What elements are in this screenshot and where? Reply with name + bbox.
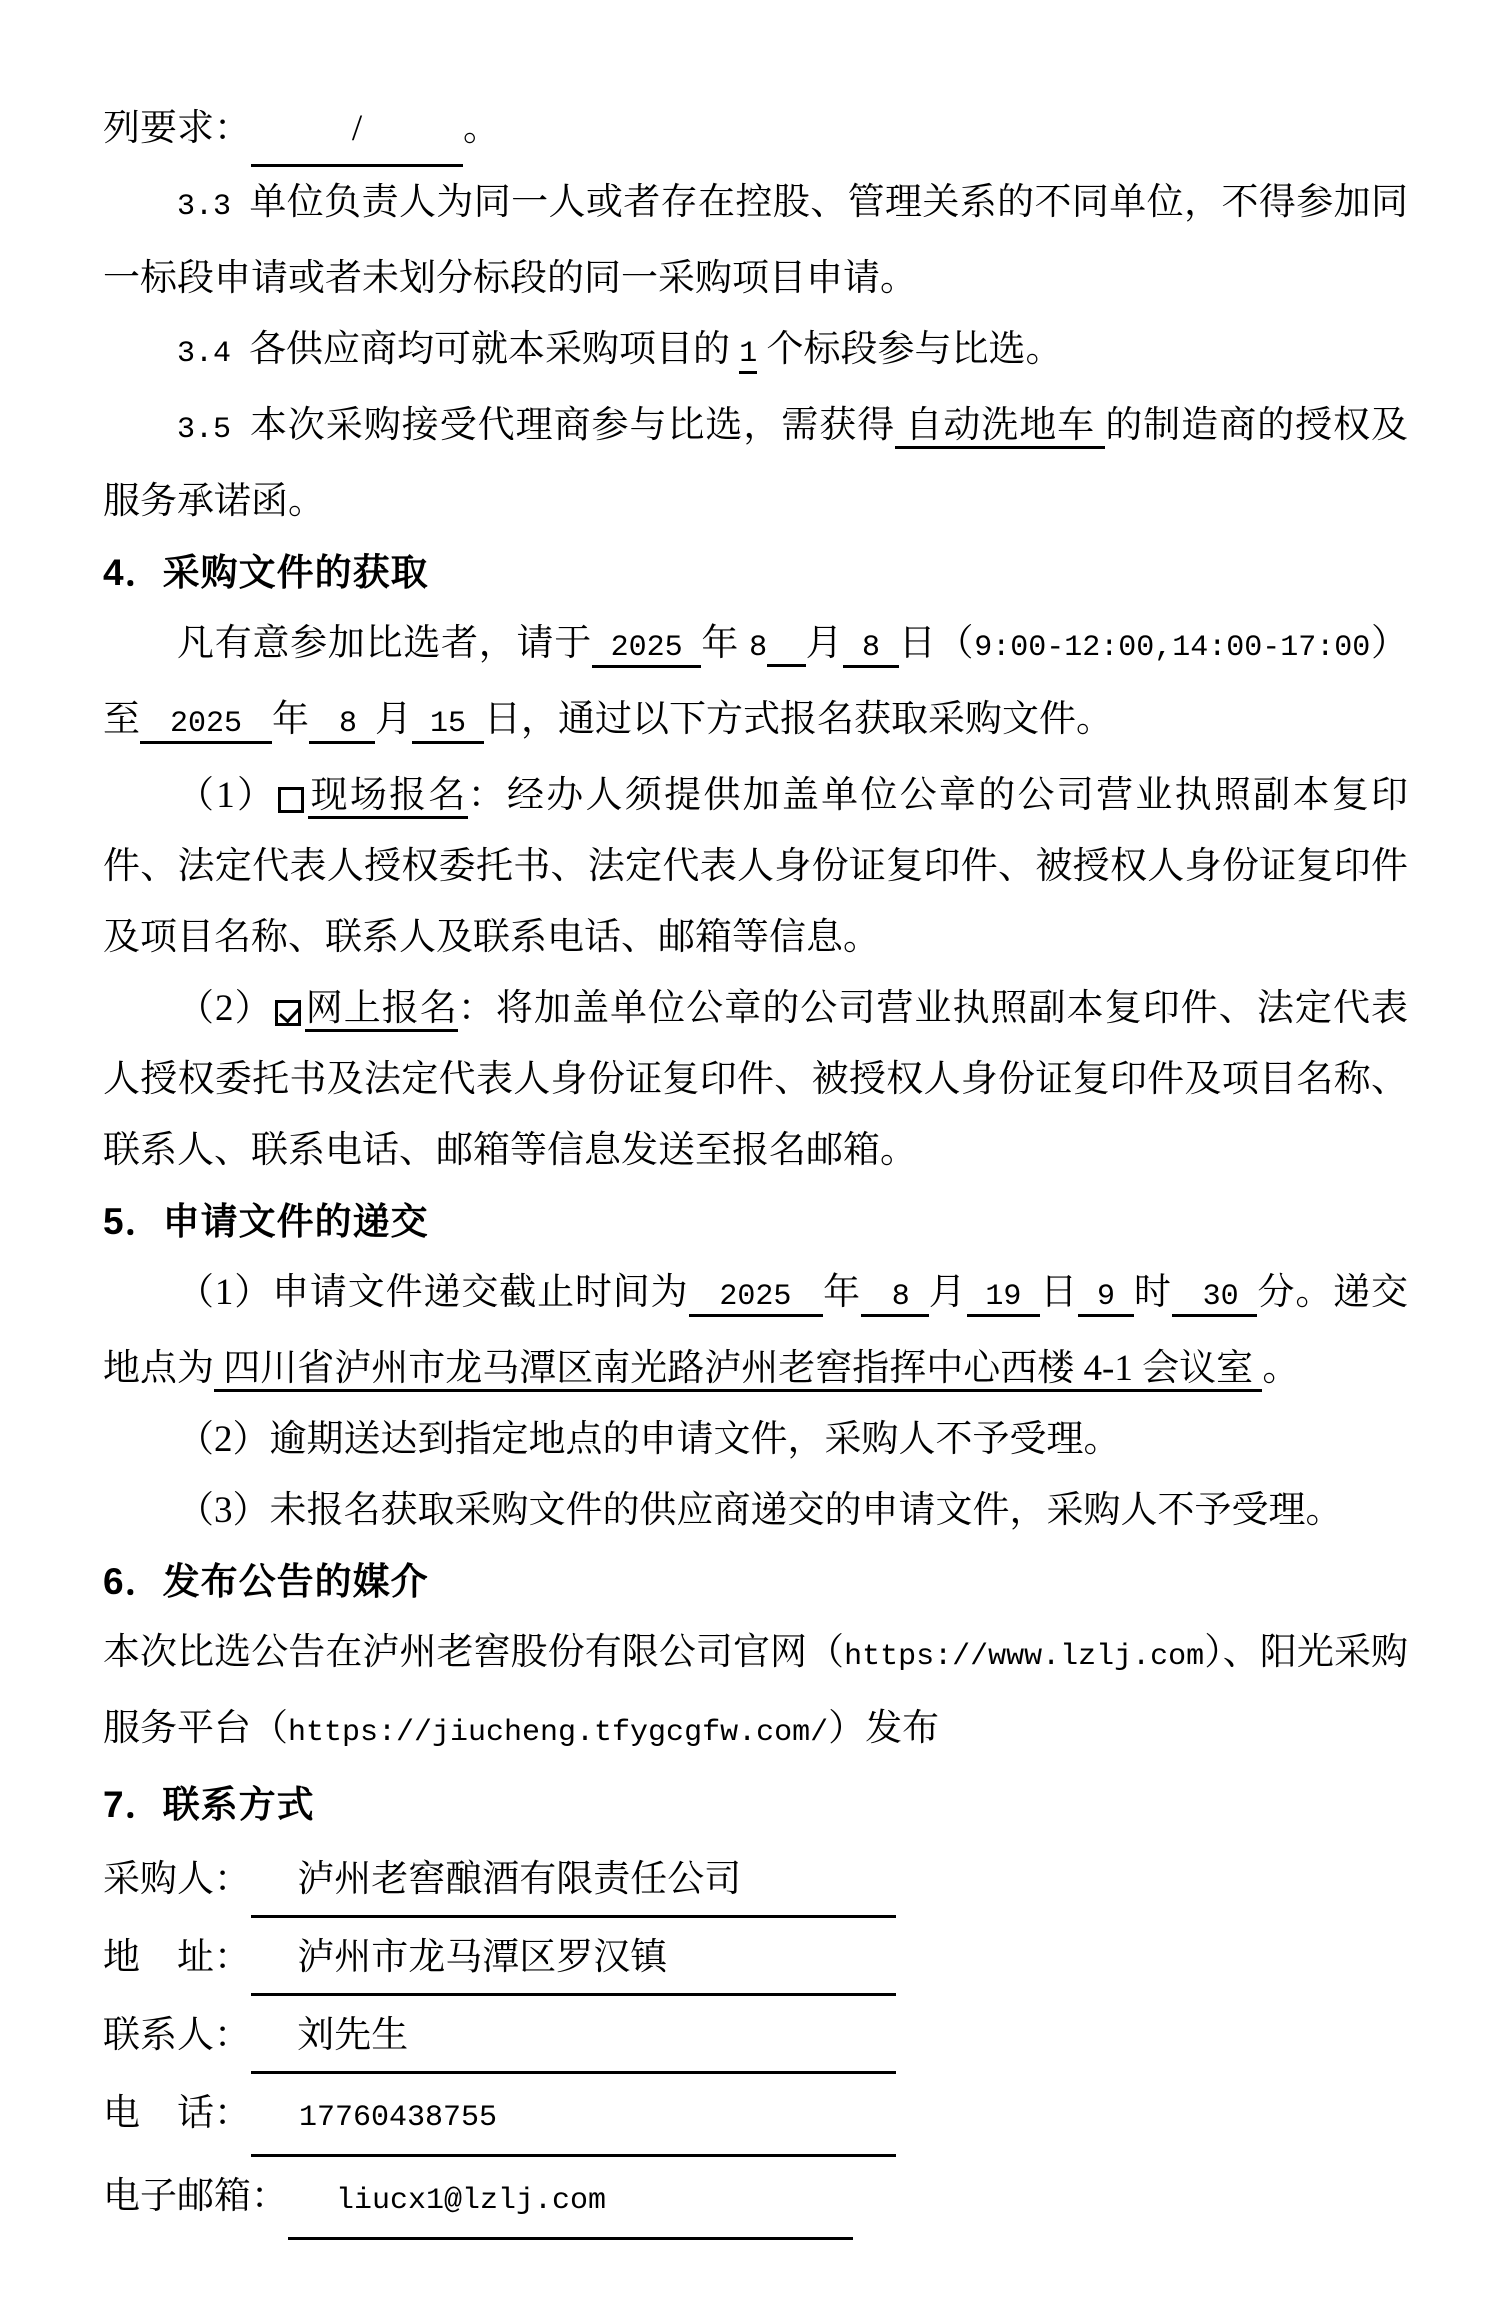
text-run: 列要求： (103, 108, 251, 149)
text-run: ：经办人须提供加盖单位公章的公司营业执照副本复印件、法定代表人授权委托书、法定代表人身份证复印件、被授权人身份证复印件及项目名称、联系人及联系电话、邮箱等信息。 (103, 775, 1409, 958)
text-run: 月 (928, 1272, 967, 1313)
contact-purchaser-row (103, 1844, 1408, 1918)
obtain-start-day-value: 8 (843, 631, 898, 668)
text-run: 分。递交地点为 (103, 1272, 1409, 1389)
text-run: 日（ (898, 623, 975, 664)
deadline-day-value: 19 (967, 1280, 1041, 1317)
obtain-end-day-value: 15 (412, 707, 484, 744)
product-name-value: 自动洗地车 (895, 405, 1105, 449)
text-run: 6．发布公告的媒介 (103, 1561, 429, 1602)
address-label: 地 址： (103, 1937, 251, 1978)
onsite-registration-label: 现场报名 (308, 775, 467, 819)
text-run: 各供应商均可就本采购项目的 (249, 329, 740, 370)
contact-email-row (103, 2161, 1408, 2240)
text-run: 。 (1262, 1348, 1300, 1389)
address-value: 泸州市龙马潭区罗汉镇 (251, 1922, 896, 1996)
contact-person-value: 刘先生 (251, 2000, 896, 2074)
section-4-paragraph (103, 608, 1408, 760)
clause-3-5 (103, 390, 1408, 537)
section-5-item-1 (103, 1257, 1408, 1404)
email-value: liucx1@lzlj.com (288, 2166, 853, 2240)
text-run: 的制造商的授权及服务承诺函。 (103, 405, 1409, 522)
text-run: ）发布 (828, 1708, 940, 1749)
text-run: 年 (272, 699, 310, 740)
clause-3-3 (103, 167, 1408, 314)
registration-option-2 (103, 973, 1408, 1186)
purchaser-label: 采购人： (103, 1859, 251, 1900)
line-requirement-continuation (103, 93, 1408, 167)
text-run: 本次采购接受代理商参与比选，需获得 (249, 405, 896, 446)
section-5-item-2 (103, 1404, 1408, 1475)
obtain-start-year-value: 2025 (592, 631, 701, 668)
section-6-heading (103, 1546, 1408, 1617)
section-7-heading (103, 1769, 1408, 1840)
text-run: 日 (1040, 1272, 1079, 1313)
text-run: 单位负责人为同一人或者存在控股、管理关系的不同单位，不得参加同一标段申请或者未划分标段的同一采购项目申请。 (103, 182, 1409, 299)
checkbox-unchecked-icon (278, 787, 304, 813)
online-registration-label: 网上报名 (305, 988, 458, 1032)
text-run: （2） (177, 988, 273, 1029)
checkbox-checked-icon (275, 1000, 301, 1026)
text-run: 年 (701, 623, 750, 664)
deadline-minute-value: 30 (1172, 1280, 1258, 1317)
registration-option-1 (103, 760, 1408, 973)
section-5-heading (103, 1186, 1408, 1257)
text-run: （1） (177, 775, 277, 816)
email-label: 电子邮箱： (103, 2176, 288, 2217)
text-run: 日，通过以下方式报名获取采购文件。 (484, 699, 1114, 740)
text-run: ）、阳光采购服务平台（ (103, 1632, 1409, 1749)
text-run: 4．采购文件的获取 (103, 552, 429, 593)
contact-person-row (103, 2000, 1408, 2074)
text-run: （1）申请文件递交截止时间为 (177, 1272, 689, 1313)
contact-address-row (103, 1922, 1408, 1996)
contact-person-label: 联系人： (103, 2015, 251, 2056)
text-run: 3.4 (177, 337, 250, 371)
text-run: 3.3 (177, 190, 250, 224)
text-run: 。 (463, 108, 500, 149)
clause-3-4 (103, 314, 1408, 390)
text-run: 月 (375, 699, 413, 740)
deadline-year-value: 2025 (689, 1280, 824, 1317)
text-run: （2）逾期送达到指定地点的申请文件，采购人不予受理。 (177, 1419, 1121, 1460)
submission-address-value: 四川省泸州市龙马潭区南光路泸州老窖指挥中心西楼 4-1 会议室 (214, 1348, 1262, 1392)
text-run: 凡有意参加比选者，请于 (177, 623, 592, 664)
purchaser-value: 泸州老窖酿酒有限责任公司 (251, 1844, 896, 1918)
text-run: 7．联系方式 (103, 1784, 315, 1825)
obtain-end-year-value: 2025 (140, 707, 272, 744)
text-run: （3）未报名获取采购文件的供应商递交的申请文件，采购人不予受理。 (177, 1490, 1343, 1531)
text-run: 3.5 (177, 413, 250, 447)
text-run: 年 (823, 1272, 861, 1313)
section-5-item-3 (103, 1475, 1408, 1546)
text-run: 时 (1133, 1272, 1172, 1313)
contact-phone-row (103, 2078, 1408, 2157)
section-6-paragraph (103, 1617, 1408, 1769)
text-run: ）至 (103, 623, 1409, 740)
deadline-month-value: 8 (861, 1280, 929, 1317)
deadline-hour-value: 9 (1078, 1280, 1134, 1317)
text-run: 本次比选公告在泸州老窖股份有限公司官网（ (103, 1632, 845, 1673)
blank-field (767, 623, 805, 667)
text-run: ：将加盖单位公章的公司营业执照副本复印件、法定代表人授权委托书及法定代表人身份证复印件、被授权人身份证复印件及项目名称、联系人、联系电话、邮箱等信息发送至报名邮箱。 (103, 988, 1408, 1171)
text-run: 月 (805, 623, 844, 664)
lot-count-value: 1 (739, 337, 757, 374)
text-run: 5．申请文件的递交 (103, 1201, 429, 1242)
text-run: 个标段参与比选。 (757, 329, 1063, 370)
official-site-url: https://www.lzlj.com (844, 1640, 1205, 1674)
sunshine-platform-url: https://jiucheng.tfygcgfw.com/ (288, 1716, 829, 1750)
section-4-heading (103, 537, 1408, 608)
obtain-start-month-value: 8 (749, 631, 768, 665)
obtain-end-month-value: 8 (309, 707, 375, 744)
phone-value: 17760438755 (251, 2083, 896, 2157)
blank-slash-field: / (251, 93, 463, 167)
phone-label: 电 话： (103, 2093, 251, 2134)
time-window-value: 9:00-12:00,14:00-17:00 (974, 631, 1371, 665)
